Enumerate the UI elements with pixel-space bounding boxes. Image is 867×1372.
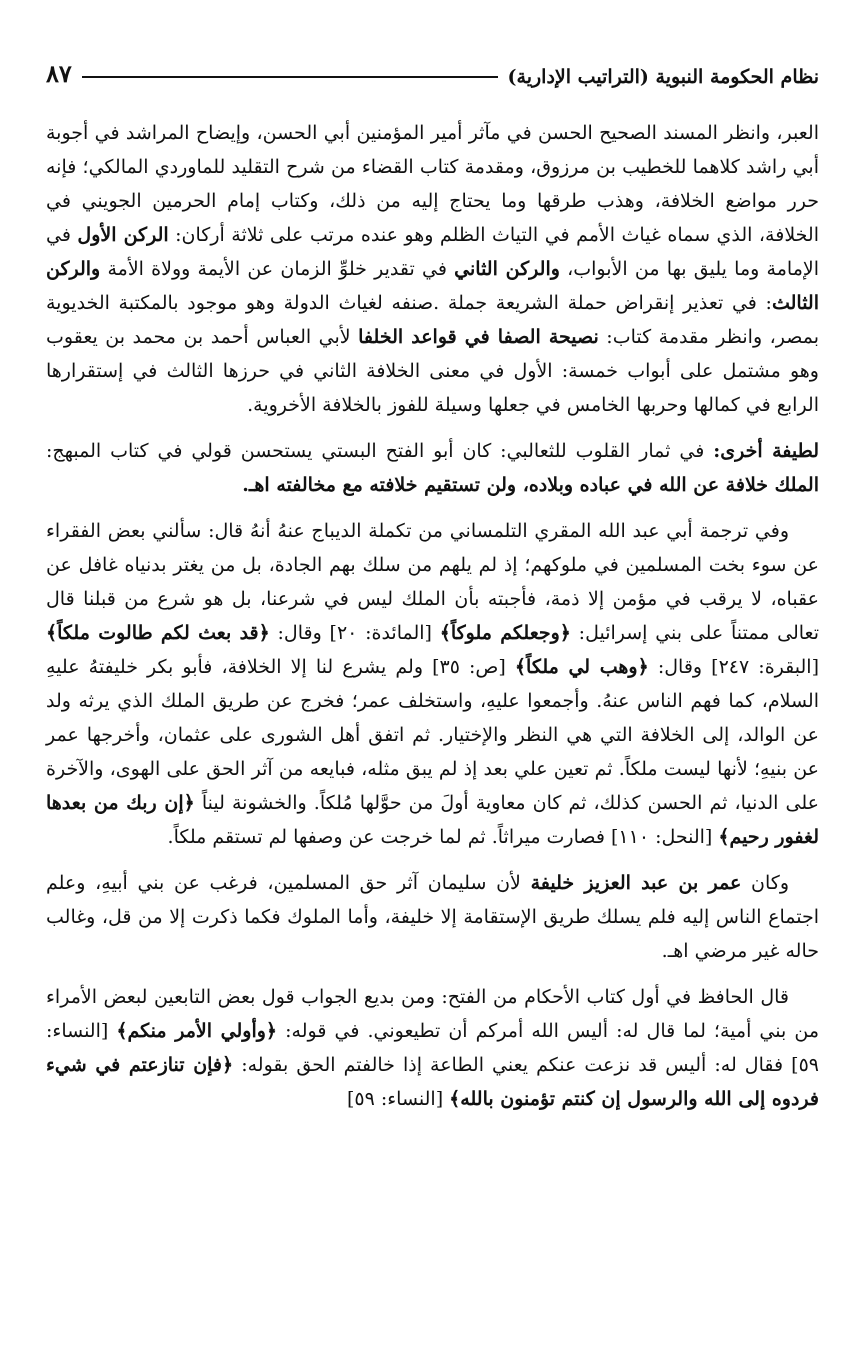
running-title: نظام الحكومة النبوية (التراتيب الإدارية) xyxy=(507,66,819,88)
bold-term: الركن الأول xyxy=(77,224,169,246)
quran-verse: ﴿إن ربك من بعدها لغفور رحيم﴾ xyxy=(46,792,819,848)
paragraph-2 xyxy=(46,434,819,502)
paragraph-3 xyxy=(46,514,819,854)
text-run: العبر، وانظر المسند الصحيح الحسن في مآثر أمير المؤمنين أبي الحسن، وإيضاح المراشد في أجوبة أبي راشد كلاهما للخطيب بن مرزوق، ومقدمة كتاب القضاء من شرح التقليد للماوردي المالكي؛ فإنه حرر مواضع الخلافة، وهذب طرقها وما يحتاج إليه من ذلك، وكتاب إمام الحرمين الجويني في الخلافة، الذي سماه غياث الأمم في التياث الظلم وهو عنده مرتب على ثلاثة أركان: xyxy=(46,122,819,246)
running-header xyxy=(46,44,819,88)
text-run: [النساء: ٥٩] فقال له: أليس قد نزعت عنكم يعني الطاعة إذا خالفتم الحق بقوله: xyxy=(46,1020,819,1076)
bold-quote: الملك خلافة عن الله في عباده وبلاده، ولن تستقيم خلافته مع مخالفته اهـ. xyxy=(242,474,819,496)
quran-verse: ﴿وهب لي ملكاً﴾ xyxy=(514,656,649,678)
bold-term: والركن الثالث xyxy=(46,258,819,314)
text-run: [ص: ٣٥] ولم يشرع لنا إلا الخلافة، فأبو بكر خليفتهُ عليهِ السلام، كما فهم الناس عنهُ. وأجمعوا عليهِ، واستخلف عمر؛ فخرج عن طريق الملك الذي يرثه ولد عن الوالد، إلى الخلافة التي هي النظر والإختيار. ثم اتفق أهل الشورى على عثمان، وأخرجها عمر عن بنيهِ؛ لأنها ليست ملكاً. ثم تعين علي بعد إذ لم يبق مثله، فبايعه من آثر الحق على الهوى، والآخرة على الدنيا، ثم الحسن كذلك، ثم كان معاوية أولَ من حوَّلها مُلكاً. والخشونة ليناً xyxy=(46,656,820,814)
paragraph-4 xyxy=(46,866,819,968)
header-rule xyxy=(82,76,498,78)
text-run: : في تعذير إنقراض حملة الشريعة جملة .صنفه لغياث الدولة وهو موجود بالمكتبة الخديوية بمصر، وانظر مقدمة كتاب: xyxy=(46,292,819,348)
bold-book-title: نصيحة الصفا في قواعد الخلفا xyxy=(358,326,599,348)
text-run: قال الحافظ في أول كتاب الأحكام من الفتح: ومن بديع الجواب قول بعض التابعين لبعض الأمراء من بني أمية؛ لما قال له: أليس الله أمركم أن تطيعوني. في قوله: xyxy=(46,986,820,1042)
bold-heading: لطيفة أخرى: xyxy=(713,440,819,462)
paragraph-1 xyxy=(46,116,819,422)
text-run: وفي ترجمة أبي عبد الله المقري التلمساني من تكملة الديباج عنهُ أنهُ قال: سألني بعض الفقراء عن سوء بخت المسلمين في ملوكهم؛ إذ لم يلهم من سلك بهم الجادة، بل من يغتر بدنياه غافل عن عقباه، لا يرقب في مؤمن إلا ذمة، فأجبته بأن الملك ليس في شرعنا، بل هو شرع من قبلنا قال تعالى ممتناً على بني إسرائيل: xyxy=(46,520,820,644)
bold-term: عمر بن عبد العزيز خليفة xyxy=(530,872,742,894)
quran-verse: ﴿فإن تنازعتم في شيء فردوه إلى الله والرسول إن كنتم تؤمنون بالله﴾ xyxy=(46,1054,819,1110)
page-body xyxy=(46,116,819,1116)
quran-verse: ﴿قد بعث لكم طالوت ملكاً﴾ xyxy=(46,622,270,644)
text-run: وكان xyxy=(741,872,789,894)
text-run: [النساء: ٥٩] xyxy=(346,1088,450,1110)
text-run: [المائدة: ٢٠] وقال: xyxy=(269,622,440,644)
page-number: ٨٧ xyxy=(46,59,72,88)
text-run: لأبي العباس أحمد بن محمد بن يعقوب وهو مشتمل على أبواب خمسة: الأول في معنى الخلافة الثاني في حرزها الثالث في إستقرارها الرابع في كمالها وحربها الخامس في جعلها وسيلة للفوز بالخلافة الأخروية. xyxy=(46,326,819,416)
bold-term: والركن الثاني xyxy=(454,258,560,280)
text-run: [البقرة: ٢٤٧] وقال: xyxy=(648,656,819,678)
text-run: في تقدير خلوِّ الزمان عن الأيمة وولاة الأمة xyxy=(100,258,455,280)
quran-verse: ﴿وأولي الأمر منكم﴾ xyxy=(116,1020,278,1042)
text-run: في ثمار القلوب للثعالبي: كان أبو الفتح البستي يستحسن قولي في كتاب المبهج: xyxy=(46,440,714,462)
text-run: لأن سليمان آثر حق المسلمين، فرغب عن بني أبيهِ، وعلم اجتماع الناس إليه فلم يسلك طريق الإستقامة إلا خليفة، وأما الملوك فكما ذكرت إلا من قل، وغالب حاله غير مرضي اهـ. xyxy=(46,872,819,962)
paragraph-5 xyxy=(46,980,819,1116)
quran-verse: ﴿وجعلكم ملوكاً﴾ xyxy=(439,622,571,644)
text-run: في الإمامة وما يليق بها من الأبواب، xyxy=(46,224,819,280)
text-run: [النحل: ١١٠] فصارت ميراثاً. ثم لما خرجت عن وصفها لم تستقم ملكاً. xyxy=(167,826,719,848)
